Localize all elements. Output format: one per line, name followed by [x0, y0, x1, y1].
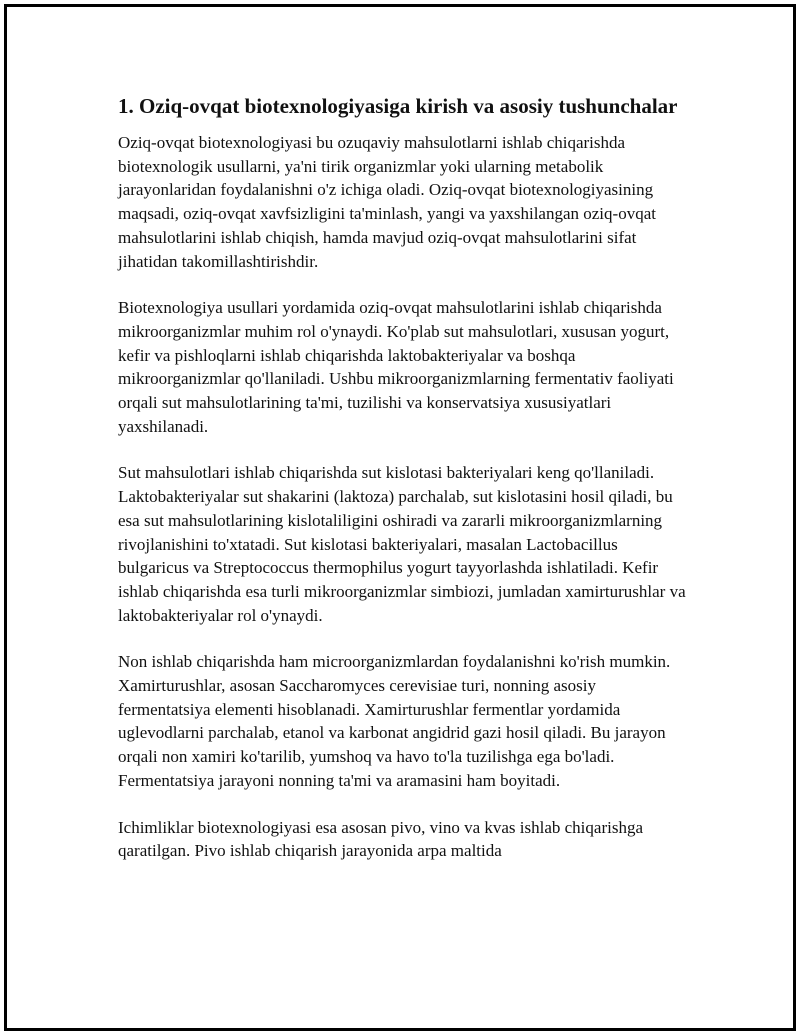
- paragraph-microorganisms: Biotexnologiya usullari yordamida oziq-ovqat mahsulotlarini ishlab chiqarishda mikroorganizmlar muhim rol o'ynaydi. Ko'plab sut mahsulotlari, xususan yogurt, kefir va pishloqlarni ishlab chiqarishda laktobakteriyalar va boshqa mikroorganizmlar qo'llaniladi. Ushbu mikroorganizmlarning fermentativ faoliyati orqali sut mahsulotlarining ta'mi, tuzilishi va konservatsiya xususiyatlari yaxshilanadi.: [118, 298, 674, 436]
- paragraph-intro: Oziq-ovqat biotexnologiyasi bu ozuqaviy mahsulotlarni ishlab chiqarishda biotexnologik usullarni, ya'ni tirik organizmlar yoki ularning metabolik jarayonlaridan foydalanishni o'z ichiga oladi. Oziq-ovqat biotexnologiyasining maqsadi, oziq-ovqat xavfsizligini ta'minlash, yangi va yaxshilangan oziq-ovqat mahsulotlarini ishlab chiqish, hamda mavjud oziq-ovqat mahsulotlarini sifat jihatidan takomillashtirishdir.: [118, 133, 656, 271]
- paragraph-lactic-bacteria: Sut mahsulotlari ishlab chiqarishda sut kislotasi bakteriyalari keng qo'llaniladi. Laktobakteriyalar sut shakarini (laktoza) parchalab, sut kislotasini hosil qiladi, bu esa sut mahsulotlarining kislotaliligini oshiradi va zararli mikroorganizmlarning rivojlanishini to'xtatadi. Sut kislotasi bakteriyalari, masalan Lactobacillus bulgaricus va Streptococcus thermophilus yogurt tayyorlashda ishlatiladi. Kefir ishlab chiqarishda esa turli mikroorganizmlar simbiozi, jumladan xamirturushlar va laktobakteriyalar rol o'ynaydi.: [118, 463, 686, 625]
- section-heading: 1. Oziq-ovqat biotexnologiyasiga kirish va asosiy tushunchalar: [118, 94, 678, 118]
- paragraph-bread: Non ishlab chiqarishda ham microorganizmlardan foydalanishni ko'rish mumkin. Xamirturushlar, asosan Saccharomyces cerevisiae turi, nonning asosiy fermentatsiya elementi hisoblanadi. Xamirturushlar fermentlar yordamida uglevodlarni parchalab, etanol va karbonat angidrid gazi hosil qiladi. Bu jarayon orqali non xamiri ko'tarilib, yumshoq va havo to'la tuzilishga ega bo'ladi. Fermentatsiya jarayoni nonning ta'mi va aramasini ham boyitadi.: [118, 652, 671, 790]
- document-body: [118, 92, 688, 886]
- paragraph-beverages: Ichimliklar biotexnologiyasi esa asosan pivo, vino va kvas ishlab chiqarishga qaratilgan. Pivo ishlab chiqarish jarayonida arpa maltida: [118, 817, 643, 861]
